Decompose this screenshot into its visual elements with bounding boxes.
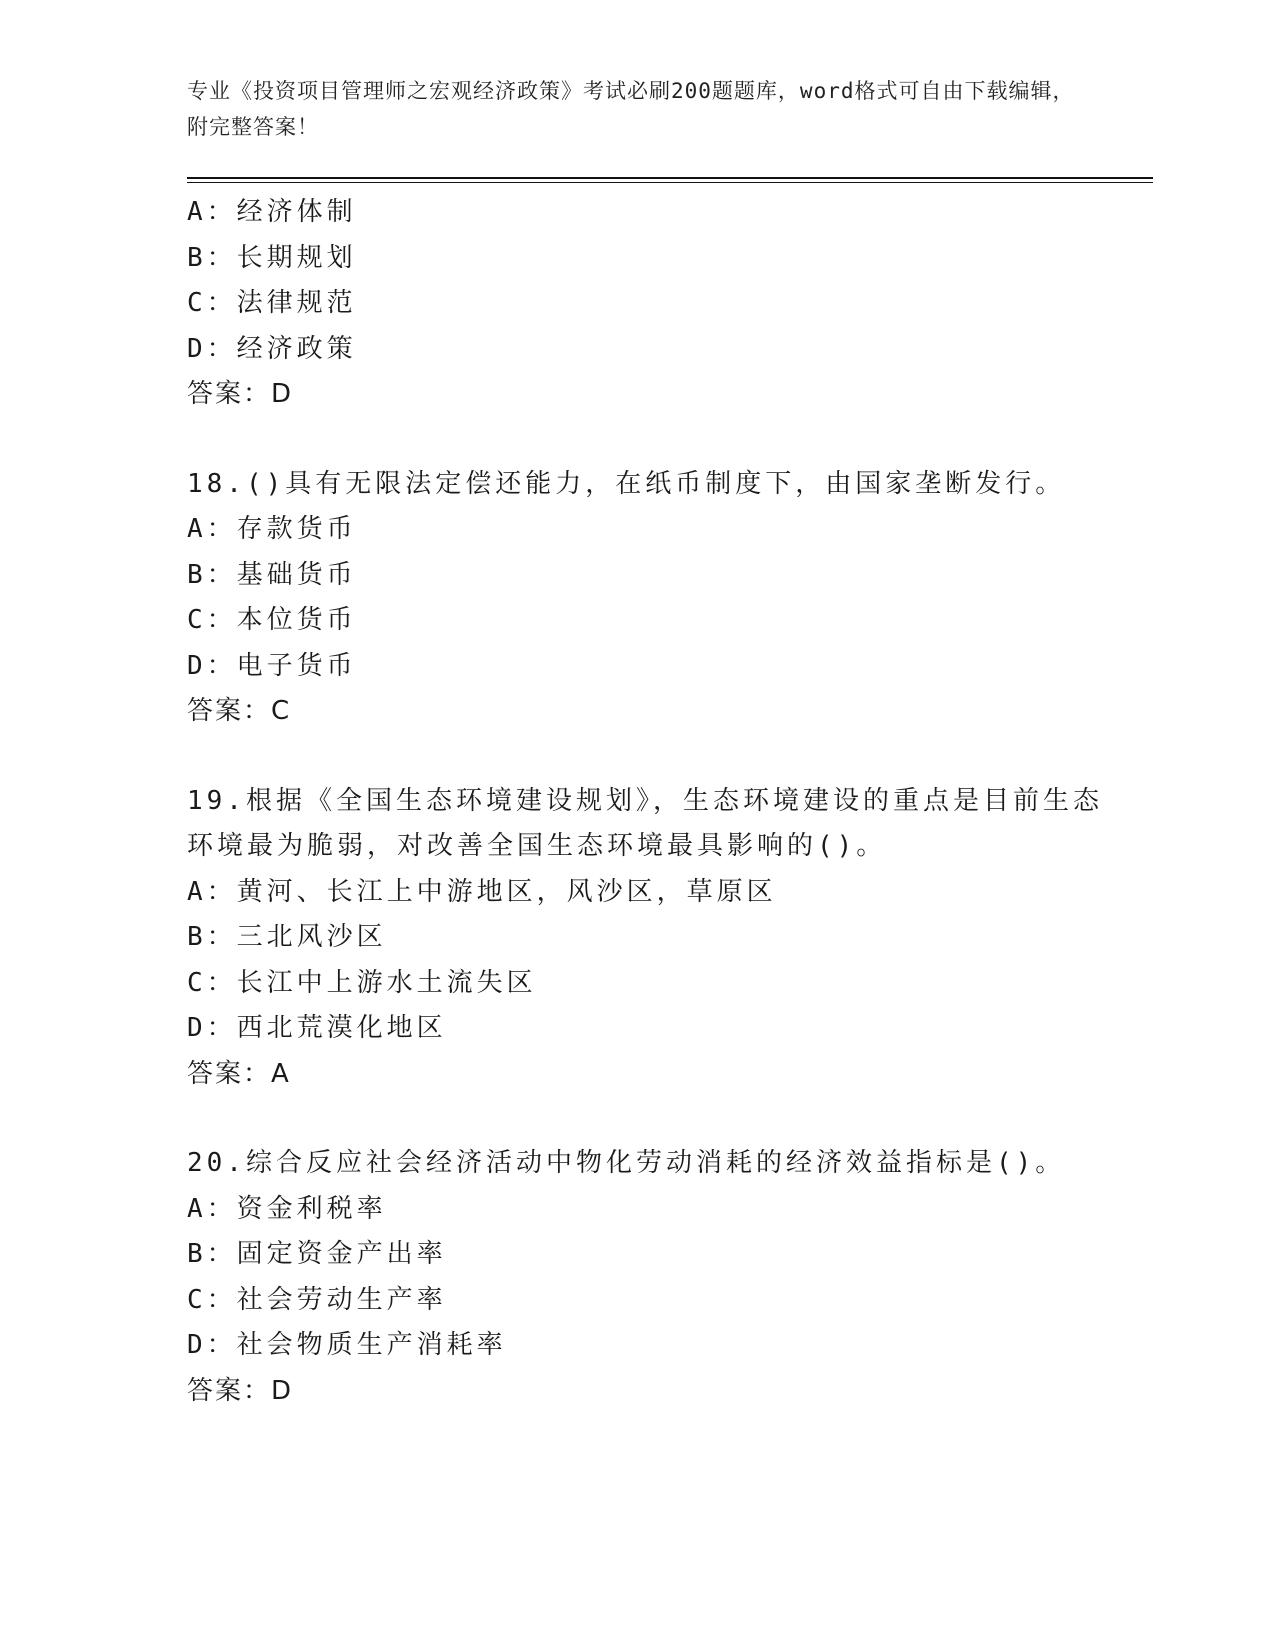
option-a: A：经济体制 <box>187 197 357 227</box>
answer-line: 答案：A <box>187 1058 291 1089</box>
option-a: A：资金利税率 <box>187 1193 387 1224</box>
option-c: C：本位货币 <box>187 605 357 635</box>
option-d: D：电子货币 <box>187 650 357 681</box>
question-block <box>187 190 1087 418</box>
question-stem: 18.()具有无限法定偿还能力，在纸币制度下，由国家垄断发行。 <box>187 468 1066 499</box>
answer-line: 答案：D <box>187 379 294 409</box>
question-block <box>187 779 1103 1098</box>
spacer <box>187 418 1087 462</box>
option-b: B：长期规划 <box>187 242 357 273</box>
spacer <box>187 735 1087 779</box>
question-stem-line-2: 环境最为脆弱，对改善全国生态环境最具影响的()。 <box>187 831 887 861</box>
option-a: A：黄河、长江上中游地区，风沙区，草原区 <box>187 876 777 907</box>
question-block <box>187 1141 1087 1414</box>
question-stem-line-1: 19.根据《全国生态环境建设规划》，生态环境建设的重点是目前生态 <box>187 785 1103 816</box>
spacer <box>187 1097 1087 1141</box>
question-list <box>187 190 1103 1414</box>
header-divider <box>187 177 1153 179</box>
answer-line: 答案：C <box>187 696 292 726</box>
option-b: B：固定资金产出率 <box>187 1239 447 1269</box>
option-a: A：存款货币 <box>187 514 357 544</box>
option-c: C：法律规范 <box>187 288 357 318</box>
question-block <box>187 462 1087 735</box>
option-d: D：西北荒漠化地区 <box>187 1013 447 1043</box>
question-stem: 20.综合反应社会经济活动中物化劳动消耗的经济效益指标是()。 <box>187 1148 1066 1178</box>
option-c: C：社会劳动生产率 <box>187 1284 447 1315</box>
header-divider-thin <box>187 182 1153 183</box>
option-b: B：基础货币 <box>187 559 357 590</box>
option-d: D：经济政策 <box>187 333 357 364</box>
option-b: B：三北风沙区 <box>187 922 387 952</box>
answer-line: 答案：D <box>187 1375 294 1406</box>
option-c: C：长江中上游水土流失区 <box>187 967 537 998</box>
option-d: D：社会物质生产消耗率 <box>187 1330 507 1360</box>
document-header: 专业《投资项目管理师之宏观经济政策》考试必刷200题题库，word格式可自由下载编辑，附完整答案！ <box>187 79 1075 139</box>
